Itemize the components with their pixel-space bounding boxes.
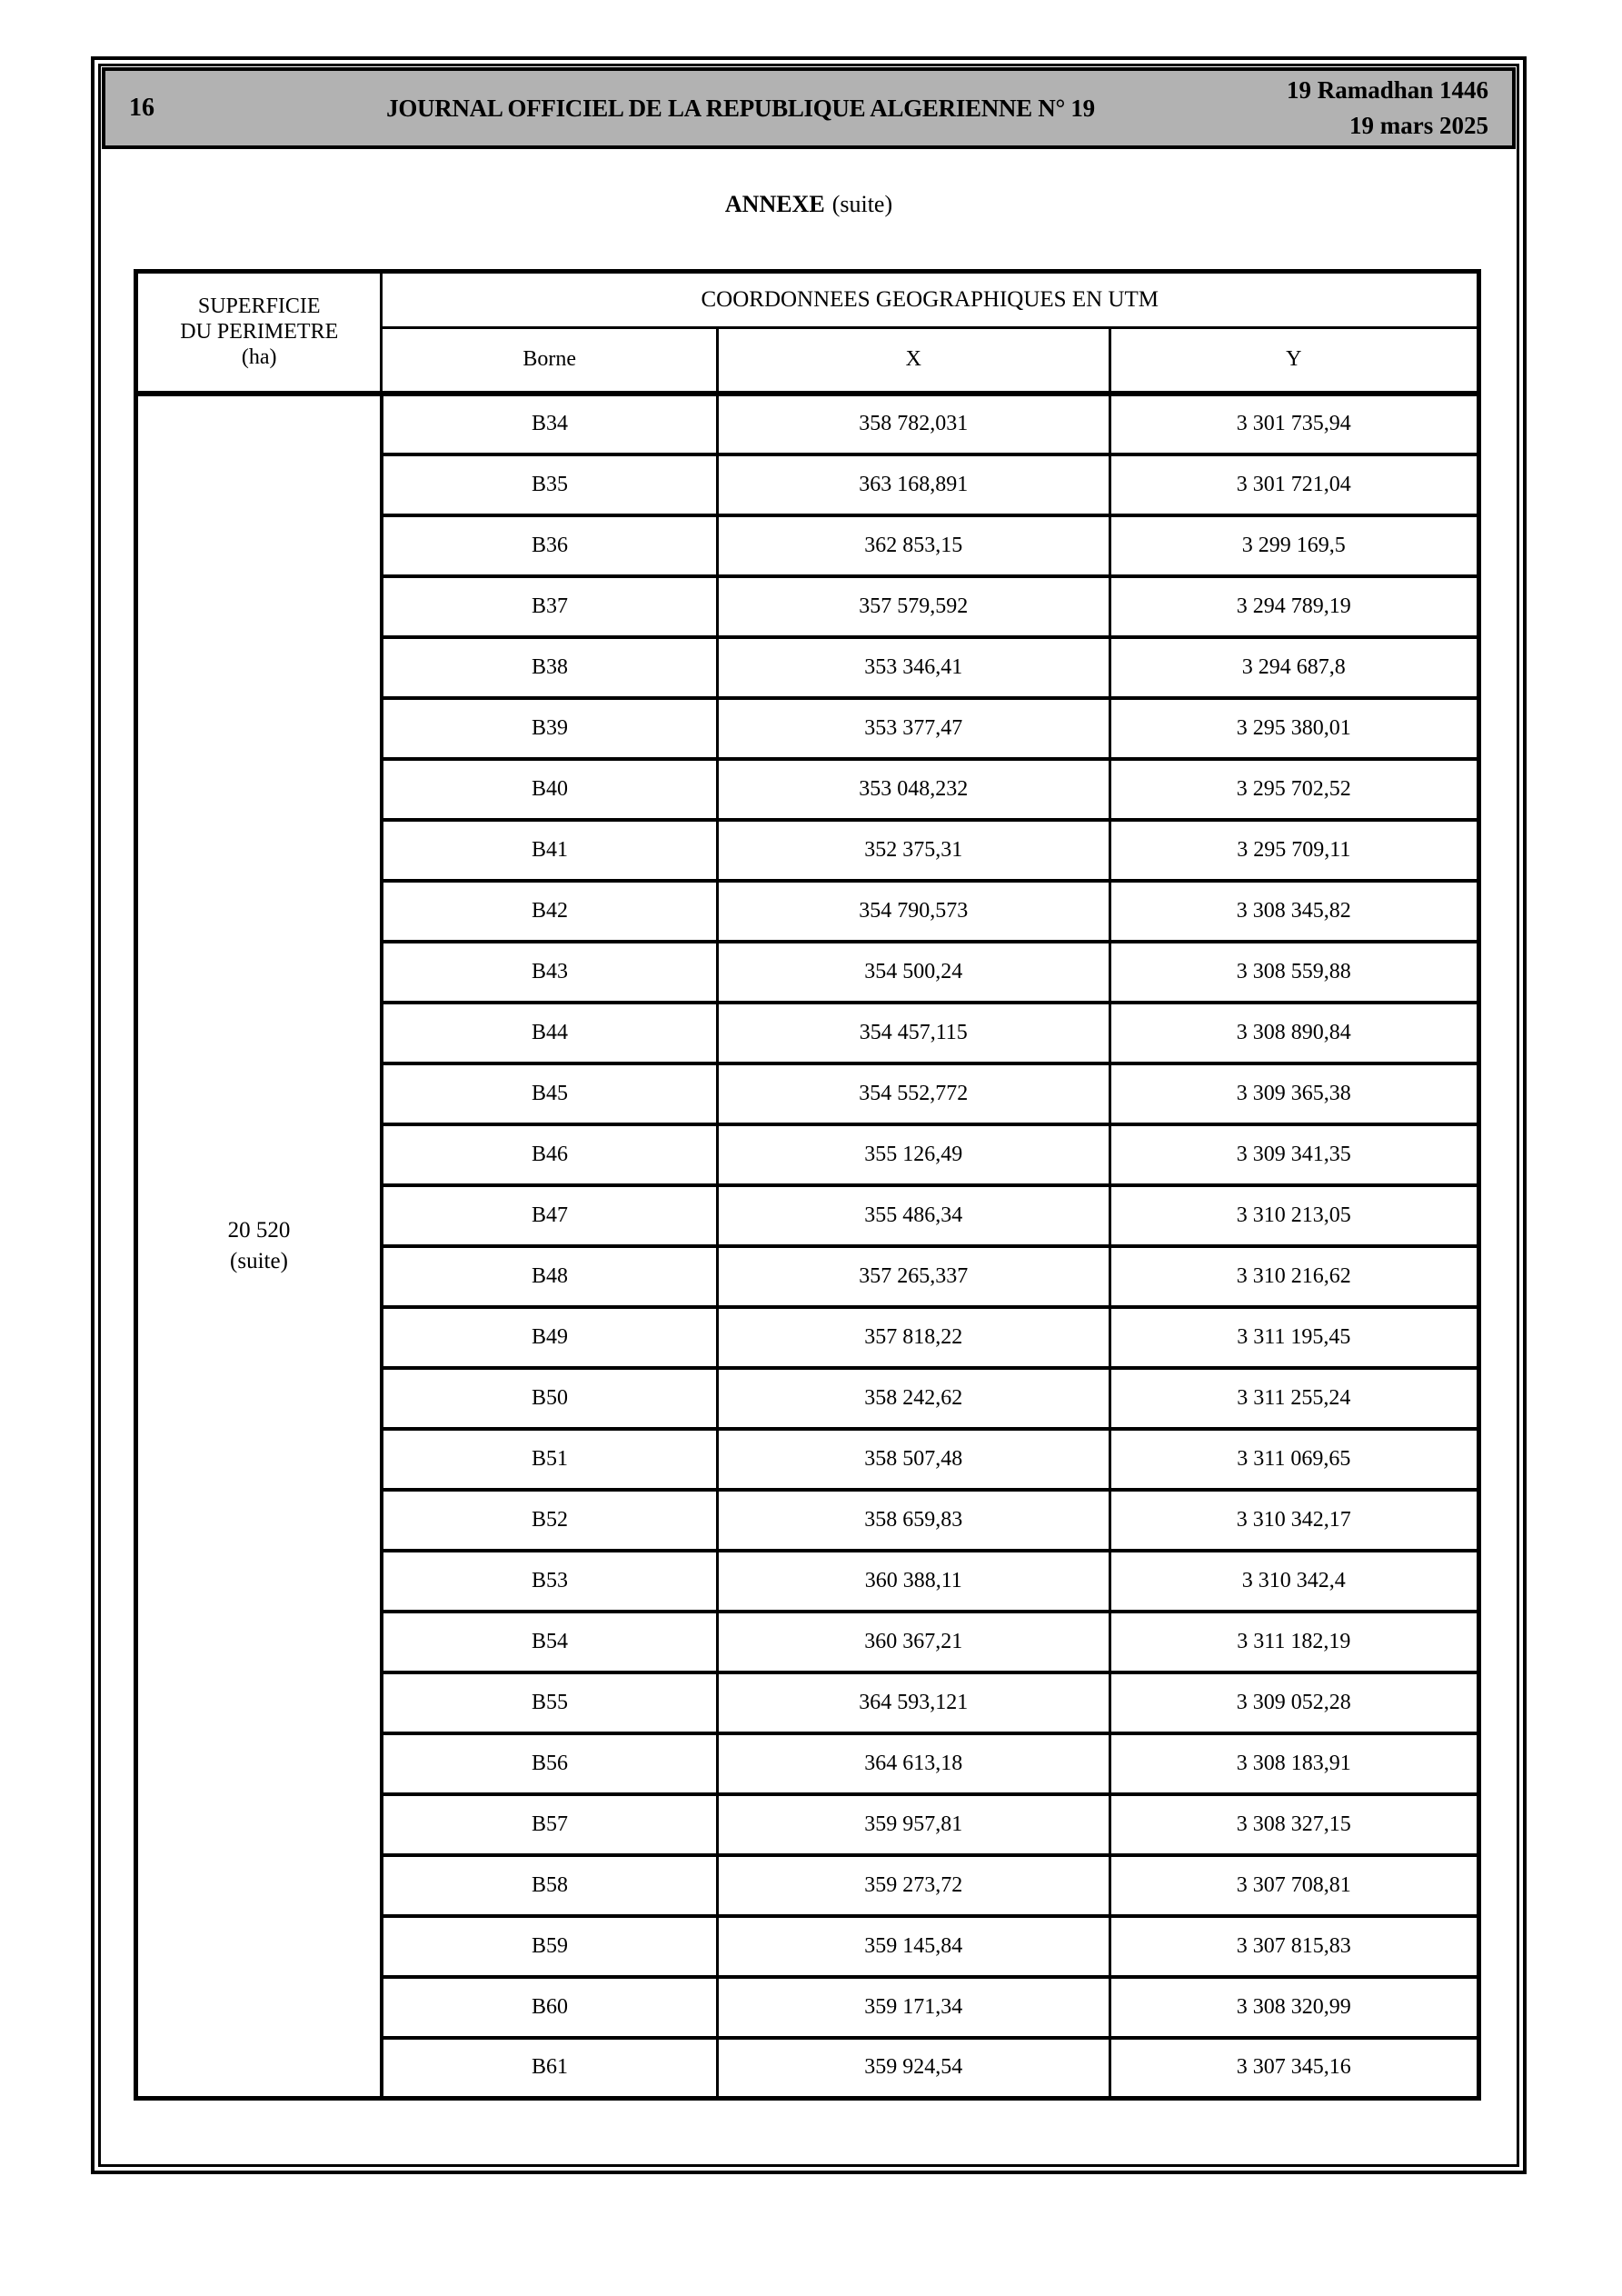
y-coordinate-cell: 3 308 320,99	[1110, 1977, 1478, 2038]
annexe-title: ANNEXE	[724, 191, 825, 217]
y-coordinate-cell: 3 309 341,35	[1110, 1124, 1478, 1185]
y-coordinate-cell: 3 311 069,65	[1110, 1429, 1478, 1490]
borne-cell: B36	[382, 515, 718, 576]
x-coordinate-cell: 357 579,592	[717, 576, 1110, 637]
y-coordinate-cell: 3 308 183,91	[1110, 1733, 1478, 1794]
y-coordinate-cell: 3 307 708,81	[1110, 1855, 1478, 1916]
y-coordinate-cell: 3 311 195,45	[1110, 1307, 1478, 1368]
coordinates-table	[134, 269, 1481, 2101]
coordinates-table-body	[136, 394, 1479, 2099]
x-coordinate-cell: 359 273,72	[717, 1855, 1110, 1916]
borne-cell: B54	[382, 1612, 718, 1672]
x-coordinate-cell: 355 126,49	[717, 1124, 1110, 1185]
superficie-header-line1: SUPERFICIE	[197, 294, 321, 318]
annexe-heading	[102, 191, 1516, 218]
coordinates-header-cell: COORDONNEES GEOGRAPHIQUES EN UTM	[382, 272, 1479, 328]
x-coordinate-cell: 358 782,031	[717, 394, 1110, 454]
y-coordinate-cell: 3 308 327,15	[1110, 1794, 1478, 1855]
borne-cell: B38	[382, 637, 718, 698]
superficie-header-line3: (ha)	[241, 345, 277, 370]
borne-cell: B61	[382, 2038, 718, 2099]
x-coordinate-cell: 358 507,48	[717, 1429, 1110, 1490]
superficie-value: 20 520	[227, 1218, 291, 1243]
borne-cell: B44	[382, 1003, 718, 1063]
borne-cell: B48	[382, 1246, 718, 1307]
x-coordinate-cell: 360 367,21	[717, 1612, 1110, 1672]
col-header-y: Y	[1110, 328, 1478, 394]
borne-cell: B45	[382, 1063, 718, 1124]
table-wrapper	[134, 269, 1481, 2101]
col-header-x: X	[717, 328, 1110, 394]
date-gregorian: 19 mars 2025	[1349, 111, 1488, 139]
x-coordinate-cell: 355 486,34	[717, 1185, 1110, 1246]
y-coordinate-cell: 3 311 182,19	[1110, 1612, 1478, 1672]
y-coordinate-cell: 3 307 345,16	[1110, 2038, 1478, 2099]
x-coordinate-cell: 358 659,83	[717, 1490, 1110, 1551]
x-coordinate-cell: 359 145,84	[717, 1916, 1110, 1977]
masthead-bar	[102, 67, 1516, 149]
x-coordinate-cell: 364 613,18	[717, 1733, 1110, 1794]
borne-cell: B59	[382, 1916, 718, 1977]
annexe-suffix: (suite)	[831, 191, 893, 217]
borne-cell: B42	[382, 881, 718, 942]
y-coordinate-cell: 3 301 721,04	[1110, 454, 1478, 515]
x-coordinate-cell: 359 924,54	[717, 2038, 1110, 2099]
col-header-borne: Borne	[382, 328, 718, 394]
borne-cell: B56	[382, 1733, 718, 1794]
coordinates-table-head	[136, 272, 1479, 394]
y-coordinate-cell: 3 310 216,62	[1110, 1246, 1478, 1307]
borne-cell: B34	[382, 394, 718, 454]
borne-cell: B35	[382, 454, 718, 515]
x-coordinate-cell: 354 457,115	[717, 1003, 1110, 1063]
page-number: 16	[129, 94, 154, 122]
y-coordinate-cell: 3 301 735,94	[1110, 394, 1478, 454]
superficie-note: (suite)	[230, 1248, 288, 1273]
y-coordinate-cell: 3 310 213,05	[1110, 1185, 1478, 1246]
borne-cell: B53	[382, 1551, 718, 1612]
borne-cell: B51	[382, 1429, 718, 1490]
x-coordinate-cell: 354 552,772	[717, 1063, 1110, 1124]
borne-cell: B57	[382, 1794, 718, 1855]
borne-cell: B50	[382, 1368, 718, 1429]
journal-title: JOURNAL OFFICIEL DE LA REPUBLIQUE ALGERIENNE N° 19	[386, 94, 1095, 122]
date-block	[1216, 71, 1488, 145]
borne-cell: B46	[382, 1124, 718, 1185]
borne-cell: B52	[382, 1490, 718, 1551]
y-coordinate-cell: 3 310 342,17	[1110, 1490, 1478, 1551]
borne-cell: B58	[382, 1855, 718, 1916]
x-coordinate-cell: 363 168,891	[717, 454, 1110, 515]
x-coordinate-cell: 353 048,232	[717, 759, 1110, 820]
borne-cell: B60	[382, 1977, 718, 2038]
x-coordinate-cell: 357 818,22	[717, 1307, 1110, 1368]
x-coordinate-cell: 352 375,31	[717, 820, 1110, 881]
x-coordinate-cell: 362 853,15	[717, 515, 1110, 576]
borne-cell: B43	[382, 942, 718, 1003]
x-coordinate-cell: 357 265,337	[717, 1246, 1110, 1307]
superficie-header-line2: DU PERIMETRE	[180, 320, 339, 344]
y-coordinate-cell: 3 308 345,82	[1110, 881, 1478, 942]
borne-cell: B47	[382, 1185, 718, 1246]
x-coordinate-cell: 360 388,11	[717, 1551, 1110, 1612]
x-coordinate-cell: 353 346,41	[717, 637, 1110, 698]
y-coordinate-cell: 3 310 342,4	[1110, 1551, 1478, 1612]
y-coordinate-cell: 3 308 890,84	[1110, 1003, 1478, 1063]
table-row	[136, 394, 1479, 454]
superficie-value-cell	[136, 394, 382, 2099]
x-coordinate-cell: 354 500,24	[717, 942, 1110, 1003]
x-coordinate-cell: 364 593,121	[717, 1672, 1110, 1733]
y-coordinate-cell: 3 295 702,52	[1110, 759, 1478, 820]
y-coordinate-cell: 3 295 709,11	[1110, 820, 1478, 881]
x-coordinate-cell: 359 957,81	[717, 1794, 1110, 1855]
page-frame	[91, 56, 1527, 2174]
y-coordinate-cell: 3 295 380,01	[1110, 698, 1478, 759]
y-coordinate-cell: 3 299 169,5	[1110, 515, 1478, 576]
x-coordinate-cell: 358 242,62	[717, 1368, 1110, 1429]
borne-cell: B49	[382, 1307, 718, 1368]
y-coordinate-cell: 3 311 255,24	[1110, 1368, 1478, 1429]
page-frame-inner	[98, 64, 1519, 2167]
x-coordinate-cell: 353 377,47	[717, 698, 1110, 759]
borne-cell: B37	[382, 576, 718, 637]
date-hijri: 19 Ramadhan 1446	[1286, 76, 1488, 105]
superficie-header-cell	[136, 272, 382, 394]
y-coordinate-cell: 3 294 687,8	[1110, 637, 1478, 698]
y-coordinate-cell: 3 309 365,38	[1110, 1063, 1478, 1124]
y-coordinate-cell: 3 309 052,28	[1110, 1672, 1478, 1733]
borne-cell: B41	[382, 820, 718, 881]
y-coordinate-cell: 3 294 789,19	[1110, 576, 1478, 637]
borne-cell: B40	[382, 759, 718, 820]
borne-cell: B55	[382, 1672, 718, 1733]
x-coordinate-cell: 359 171,34	[717, 1977, 1110, 2038]
x-coordinate-cell: 354 790,573	[717, 881, 1110, 942]
y-coordinate-cell: 3 307 815,83	[1110, 1916, 1478, 1977]
y-coordinate-cell: 3 308 559,88	[1110, 942, 1478, 1003]
borne-cell: B39	[382, 698, 718, 759]
